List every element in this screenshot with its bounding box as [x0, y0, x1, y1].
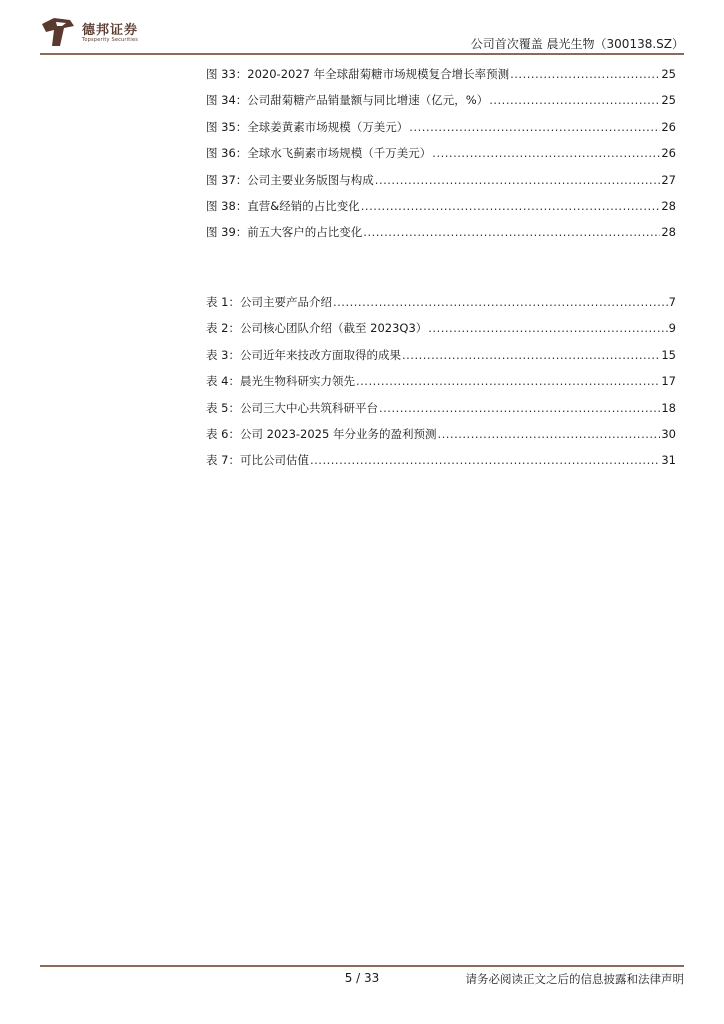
table-entry[interactable]: [206, 426, 676, 452]
figure-entry-label: 图 33：2020-2027 年全球甜菊糖市场规模复合增长率预测: [206, 67, 510, 81]
table-entry-page: 15: [661, 347, 676, 362]
figure-entry[interactable]: [206, 92, 676, 118]
figure-entry-page: 26: [661, 146, 676, 161]
dot-leader: [310, 453, 660, 467]
report-title: 公司首次覆盖 晨光生物（300138.SZ）: [470, 37, 684, 51]
table-entry-label: 表 6：公司 2023-2025 年分业务的盈利预测: [206, 426, 437, 441]
figure-entry[interactable]: [206, 145, 676, 171]
figure-entry-page: 25: [661, 67, 676, 81]
footer-divider: [40, 965, 684, 967]
table-entry-page: 9: [668, 321, 676, 336]
dot-leader: [409, 120, 660, 134]
dot-leader: [432, 146, 660, 160]
table-entry-page: 7: [668, 295, 676, 309]
table-entry-label: 表 5：公司三大中心共筑科研平台: [206, 400, 378, 415]
dot-leader: [363, 225, 660, 239]
table-entry-page: 30: [661, 426, 676, 441]
table-entry-page: 18: [661, 400, 676, 415]
table-entry-label: 表 1：公司主要产品介绍: [206, 295, 332, 309]
table-entry[interactable]: [206, 452, 676, 478]
table-entry[interactable]: [206, 320, 676, 346]
table-entry-label: 表 2：公司核心团队介绍（截至 2023Q3）: [206, 321, 428, 336]
figure-entry-page: 25: [661, 93, 676, 108]
figure-entry-page: 28: [661, 225, 676, 240]
figure-entry[interactable]: [206, 224, 676, 250]
logo-mark-icon: [40, 16, 76, 50]
logo-english-name: Topsperity Securities: [82, 37, 139, 43]
figure-entry-label: 图 38：直营&经销的占比变化: [206, 198, 360, 213]
figure-entry[interactable]: [206, 66, 676, 92]
figure-entry-page: 28: [661, 198, 676, 213]
figure-entry-label: 图 35：全球姜黄素市场规模（万美元）: [206, 119, 409, 134]
figure-entry-page: 26: [661, 119, 676, 134]
table-entry-label: 表 4：晨光生物科研实力领先: [206, 374, 355, 389]
dot-leader: [375, 173, 661, 187]
figure-entry-label: 图 39：前五大客户的占比变化: [206, 225, 363, 240]
table-index: [206, 294, 676, 479]
figure-entry-page: 27: [661, 172, 676, 187]
dot-leader: [361, 199, 661, 213]
dot-leader: [437, 427, 660, 441]
dot-leader: [333, 295, 668, 309]
table-entry-page: 17: [661, 374, 676, 389]
figure-entry[interactable]: [206, 198, 676, 224]
table-entry[interactable]: [206, 400, 676, 426]
dot-leader: [379, 401, 660, 415]
figure-entry-label: 图 37：公司主要业务版图与构成: [206, 172, 374, 187]
figure-entry-label: 图 36：全球水飞蓟素市场规模（千万美元）: [206, 146, 432, 161]
table-entry-label: 表 7：可比公司估值: [206, 453, 309, 468]
dot-leader: [489, 93, 660, 107]
dot-leader: [428, 321, 667, 335]
table-entry-label: 表 3：公司近年来技改方面取得的成果: [206, 347, 401, 362]
legal-disclaimer: 请务必阅读正文之后的信息披露和法律声明: [465, 972, 684, 986]
header-divider: [40, 53, 684, 55]
table-entry-page: 31: [661, 453, 676, 468]
table-entry[interactable]: [206, 294, 676, 320]
figure-index: [206, 66, 676, 251]
figure-entry[interactable]: [206, 119, 676, 145]
logo-chinese-name: 德邦证券: [82, 23, 139, 38]
dot-leader: [510, 67, 660, 81]
table-entry[interactable]: [206, 347, 676, 373]
page-number: 5 / 33: [344, 971, 380, 985]
company-logo: [40, 16, 150, 52]
dot-leader: [402, 348, 660, 362]
table-entry[interactable]: [206, 373, 676, 399]
figure-entry-label: 图 34：公司甜菊糖产品销量额与同比增速（亿元，%）: [206, 93, 489, 108]
dot-leader: [356, 374, 660, 388]
figure-entry[interactable]: [206, 172, 676, 198]
